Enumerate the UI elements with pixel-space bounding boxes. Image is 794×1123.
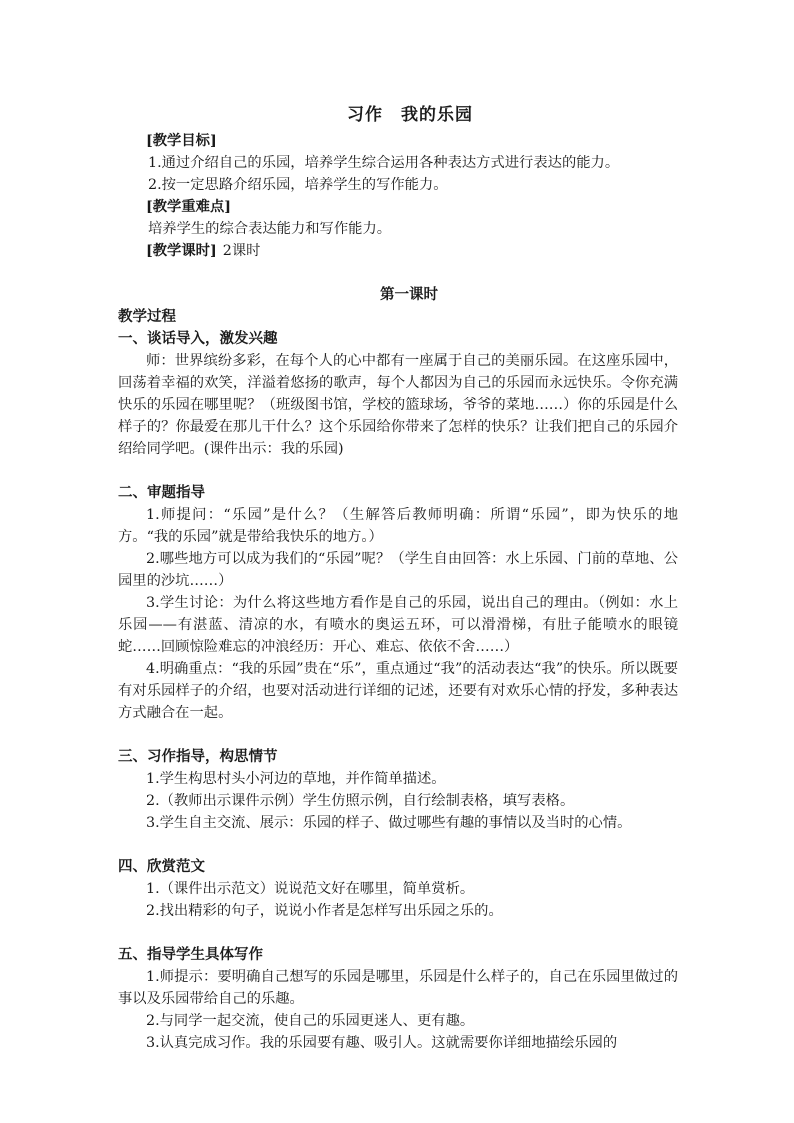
section-paragraph: 2.（教师出示课件示例）学生仿照示例，自行绘制表格，填写表格。 bbox=[146, 793, 575, 809]
lesson-title: 第一课时 bbox=[380, 286, 438, 303]
objectives-tag: [教学目标] bbox=[146, 133, 217, 149]
section-paragraph: 1.师提问：“乐园”是什么？（生解答后教师明确：所谓“乐园”，即为快乐的地方。“我的乐园”就是带给我快乐的地方。） bbox=[118, 507, 678, 545]
section-paragraph: 1.师提示：要明确自己想写的乐园是哪里，乐园是什么样子的，自己在乐园里做过的事以及乐园带给自己的乐趣。 bbox=[118, 969, 678, 1007]
keypoints-text: 培养学生的综合表达能力和写作能力。 bbox=[148, 221, 392, 237]
hours-tag: [教学课时] bbox=[146, 243, 217, 259]
section-heading: 五、指导学生具体写作 bbox=[118, 946, 263, 963]
section-heading: 三、习作指导，构思情节 bbox=[118, 748, 278, 765]
section-heading: 一、谈话导入，激发兴趣 bbox=[118, 330, 278, 347]
section-paragraph: 3.学生自主交流、展示：乐园的样子、做过哪些有趣的事情以及当时的心情。 bbox=[146, 815, 632, 831]
section-heading: 四、欣赏范文 bbox=[118, 858, 205, 875]
keypoints-tag: [教学重难点] bbox=[146, 199, 232, 215]
section-paragraph: 2.找出精彩的句子，说说小作者是怎样写出乐园之乐的。 bbox=[146, 903, 503, 919]
section-heading: 二、审题指导 bbox=[118, 484, 205, 501]
section-paragraph: 3.学生讨论：为什么将这些地方看作是自己的乐园，说出自己的理由。（例如：水上乐园——有湛蓝、清凉的水，有喷水的奥运五环，可以滑滑梯，有肚子能喷水的眼镜蛇……回顾惊险难忘的冲浪经历：开心、难忘、依依不舍……） bbox=[118, 595, 678, 655]
objective-item-1: 1.通过介绍自己的乐园，培养学生综合运用各种表达方式进行表达的能力。 bbox=[148, 155, 620, 171]
section-paragraph: 4.明确重点：“我的乐园”贵在“乐”，重点通过“我”的活动表达“我”的快乐。所以既要有对乐园样子的介绍，也要对活动进行详细的记述，还要有对欢乐心情的抒发，多种表达方式融合在一起。 bbox=[118, 661, 678, 721]
title-right: 我的乐园 bbox=[401, 105, 473, 125]
objective-item-2: 2.按一定思路介绍乐园，培养学生的写作能力。 bbox=[148, 177, 448, 193]
document-title bbox=[118, 100, 678, 130]
section-paragraph: 2.与同学一起交流，使自己的乐园更迷人、更有趣。 bbox=[146, 1013, 475, 1029]
section-paragraph: 2.哪些地方可以成为我们的“乐园”呢？（学生自由回答：水上乐园、门前的草地、公园里的沙坑……） bbox=[118, 551, 678, 589]
process-title: 教学过程 bbox=[118, 308, 176, 325]
section-paragraph: 师：世界缤纷多彩，在每个人的心中都有一座属于自己的美丽乐园。在这座乐园中，回荡着幸福的欢笑，洋溢着悠扬的歌声，每个人都因为自己的乐园而永远快乐。令你充满快乐的乐园在哪里呢？（班级图书馆，学校的篮球场，爷爷的菜地……）你的乐园是什么样子的？你最爱在那儿干什么？这个乐园给你带来了怎样的快乐？让我们把自己的乐园介绍给同学吧。(课件出示：我的乐园) bbox=[118, 353, 678, 457]
hours-line bbox=[118, 240, 678, 262]
section-paragraph: 1.学生构思村头小河边的草地，并作简单描述。 bbox=[146, 771, 446, 787]
title-left: 习作 bbox=[347, 105, 383, 125]
objectives-heading bbox=[118, 130, 678, 152]
hours-value: 2课时 bbox=[222, 243, 261, 259]
keypoints-heading bbox=[118, 196, 678, 218]
document-page bbox=[118, 100, 678, 1054]
section-paragraph: 3.认真完成习作。我的乐园要有趣、吸引人。这就需要你详细地描绘乐园的 bbox=[146, 1035, 618, 1051]
section-paragraph: 1.（课件出示范文）说说范文好在哪里，简单赏析。 bbox=[146, 881, 475, 897]
